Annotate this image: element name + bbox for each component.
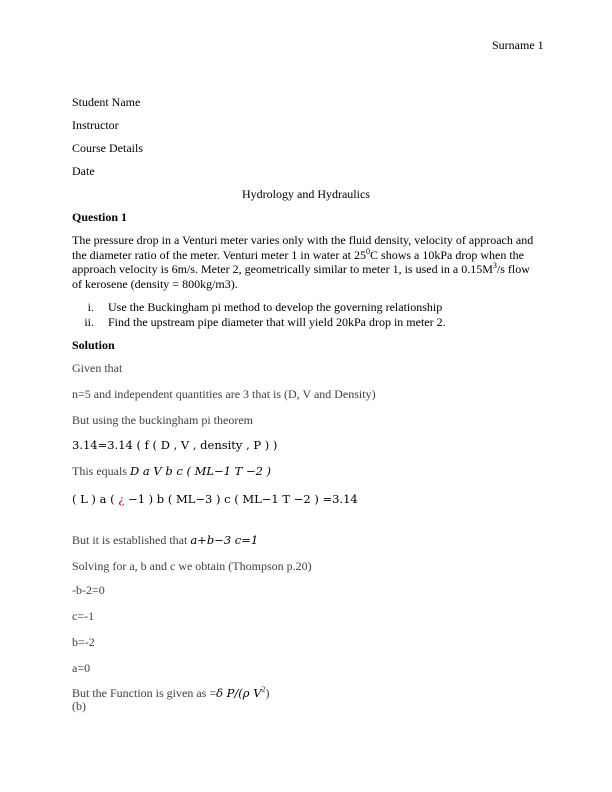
equation-1: 3.14=3.14 ( f ( D , V , density , P ) ) (72, 438, 278, 452)
established-equation: a+b−3 c=1 (190, 533, 259, 547)
list-item-2: Find the upstream pipe diameter that will yield 20kPa drop in meter 2. (108, 315, 446, 329)
established-label: But it is established that (72, 533, 188, 547)
pi-theorem-line: But using the buckingham pi theorem (72, 413, 253, 427)
student-name: Student Name (72, 95, 141, 109)
result-2: c=-1 (72, 609, 95, 623)
equals-line (72, 464, 271, 478)
equation-3-part-a: ( L ) a ( (72, 492, 119, 506)
solving-line: Solving for a, b and c we obtain (Thompson p.20) (72, 559, 312, 573)
function-label: But the Function is given as = (72, 686, 217, 700)
result-1: -b-2=0 (72, 583, 105, 597)
established-line (72, 533, 258, 547)
result-4: a=0 (72, 661, 91, 675)
list-number-2: ii. (84, 315, 94, 329)
equation-3-glyph: ¿ (118, 492, 125, 506)
date: Date (72, 164, 95, 178)
question-heading: Question 1 (72, 210, 128, 224)
running-head: Surname 1 (492, 38, 544, 52)
question-paragraph (72, 233, 542, 291)
equation-3 (72, 492, 358, 506)
equals-label: This equals (72, 464, 127, 478)
equation-2: D a V b c ( ML−1 T −2 ) (130, 464, 272, 478)
function-equation: δ P/(ρ V (216, 686, 262, 700)
function-sup: 2 (261, 685, 266, 694)
n-line: n=5 and independent quantities are 3 that is (D, V and Density) (72, 387, 376, 401)
question-text-1: The pressure drop in a Venturi meter varies only with the fluid density, velocity of approach and the diameter ratio of the meter. Venturi meter 1 in water at 25 (72, 233, 534, 262)
part-b-label: (b) (72, 699, 86, 713)
instructor: Instructor (72, 118, 119, 132)
solution-heading: Solution (72, 338, 115, 352)
given-that: Given that (72, 361, 123, 375)
cube-sup: 3 (492, 261, 497, 270)
course-details: Course Details (72, 141, 143, 155)
result-3: b=-2 (72, 635, 95, 649)
function-line (72, 686, 270, 700)
degree-sup: 0 (366, 246, 371, 256)
page-title: Hydrology and Hydraulics (242, 187, 370, 201)
list-number-1: i. (87, 300, 94, 314)
equation-3-part-b: −1 ) b ( ML−3 ) c ( ML−1 T −2 ) =3.14 (124, 492, 358, 506)
question-text-2: C shows a 10kPa drop when the approach velocity is 6m/s. Meter 2, geometrically similar to meter 1, is used in a 0.15M (72, 247, 524, 276)
function-end: ) (265, 686, 270, 700)
list-item-1: Use the Buckingham pi method to develop the governing relationship (108, 300, 443, 314)
question-text-3: /s flow of kerosene (density = 800kg/m3). (72, 262, 530, 291)
